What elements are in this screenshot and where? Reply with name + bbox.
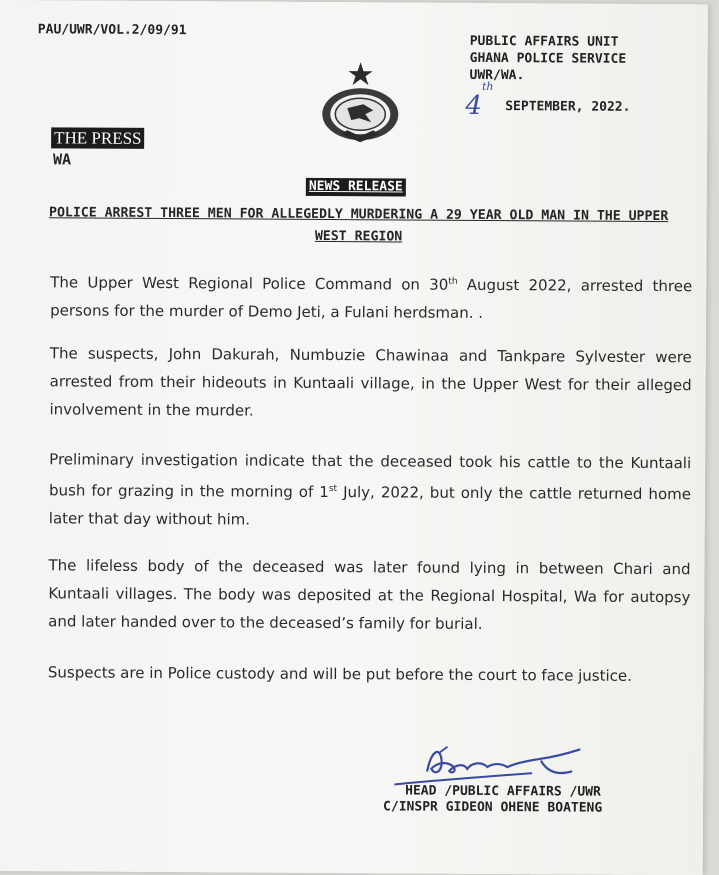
sender-line-2: GHANA POLICE SERVICE (469, 50, 627, 67)
date-text: SEPTEMBER, 2022. (505, 99, 631, 115)
paragraph-5: Suspects are in Police custody and will be put before the court to face justice. (47, 663, 633, 685)
paragraph-2: The suspects, John Dakurah, Numbuzie Chawinaa and Tankpare Sylvester were arrested from their hideouts in Kuntaali village, in the Upper West for their alleged involvement in the murder. (49, 344, 692, 420)
reference-number: PAU/UWR/VOL.2/09/91 (37, 22, 187, 39)
recipient-line-2: WA (52, 150, 72, 169)
signatory-name: C/INSPR GIDEON OHENE BOATENG (383, 799, 603, 816)
paragraph-1: The Upper West Regional Police Command on 30th August 2022, arrested three persons for the murder of Demo Jeti, a Fulani herdsman. . (50, 273, 693, 322)
ghana-police-crest-icon (313, 58, 408, 149)
sender-line-1: PUBLIC AFFAIRS UNIT (469, 33, 619, 50)
letter-date (465, 80, 631, 121)
handwritten-day: 4th (465, 80, 494, 121)
headline: POLICE ARREST THREE MEN FOR ALLEGEDLY MURDERING A 29 YEAR OLD MAN IN THE UPPER WEST REGION (48, 205, 669, 245)
recipient-line-1: THE PRESS (51, 127, 145, 149)
news-release-label: NEWS RELEASE (306, 178, 406, 197)
paragraph-4: The lifeless body of the deceased was later found lying in between Chari and Kuntaali villages. The body was deposited at the Regional Hospital, Wa for autopsy and later handed over to the deceased’s family for burial. (48, 556, 691, 633)
sender-line-3: UWR/WA. (469, 67, 525, 84)
paragraph-3: Preliminary investigation indicate that the deceased took his cattle to the Kuntaali bush for grazing in the morning of 1st July, 2022, but only the cattle returned home later that day without him. (48, 450, 692, 529)
signatory-title: HEAD /PUBLIC AFFAIRS /UWR (405, 783, 601, 800)
